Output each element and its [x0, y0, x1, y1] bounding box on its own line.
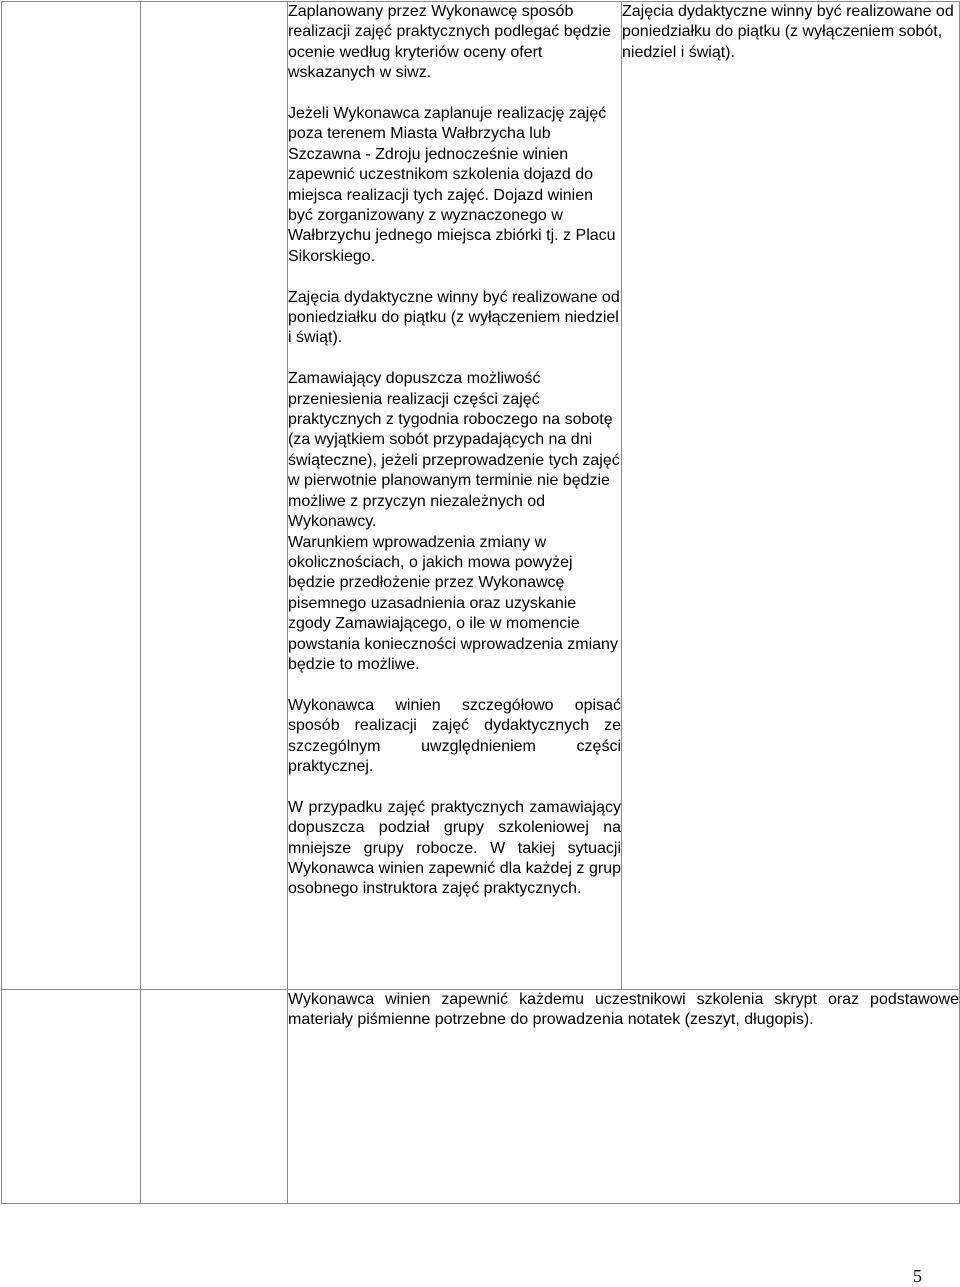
empty-cell-col1: [2, 990, 141, 1204]
paragraph-change-conditions: Warunkiem wprowadzenia zmiany w okolicznościach, o jakich mowa powyżej będzie przedłożenie przez Wykonawcę pisemnego uzasadnienia oraz uzyskanie zgody Zamawiającego, o ile w momencie powstania konieczności wprowadzenia zmiany będzie to możliwe.: [288, 533, 618, 673]
paragraph-schedule-note: Zajęcia dydaktyczne winny być realizowane od poniedziałku do piątku (z wyłączeniem sobót, niedziel i świąt).: [622, 3, 954, 61]
requirements-cell: [288, 2, 622, 990]
paragraph-evaluation: Zaplanowany przez Wykonawcę sposób realizacji zajęć praktycznych podlegać będzie ocenie według kryteriów oceny ofert wskazanych w siwz.: [288, 3, 611, 82]
paragraph-transport: Jeżeli Wykonawca zaplanuje realizację zajęć poza terenem Miasta Wałbrzycha lub Szczawna - Zdroju jednocześnie winien zapewnić uczestnikom szkolenia dojazd do miejsca realizacji tych zajęć. Dojazd winien być zorganizowany z wyznaczonego w Wałbrzychu jednego miejsca zbiórki tj. z Placu Sikorskiego.: [288, 105, 616, 265]
specification-table: [1, 1, 960, 1204]
paragraph-schedule: Zajęcia dydaktyczne winny być realizowane od poniedziałku do piątku (z wyłączeniem niedziel i świąt).: [288, 288, 620, 347]
empty-cell-col1: [2, 2, 141, 990]
empty-cell-col2: [141, 2, 288, 990]
paragraph-description: Wykonawca winien szczegółowo opisać sposób realizacji zajęć dydaktycznych ze szczególnym uwzględnieniem części praktycznej.: [288, 696, 621, 775]
paragraph-groups: W przypadku zajęć praktycznych zamawiający dopuszcza podział grupy szkoleniowej na mniejsze grupy robocze. W takiej sytuacji Wykonawca winien zapewnić dla każdej z grup osobnego instruktora zajęć praktycznych.: [288, 798, 621, 898]
paragraph-materials: Wykonawca winien zapewnić każdemu uczestnikowi szkolenia skrypt oraz podstawowe materiały piśmienne potrzebne do prowadzenia notatek (zeszyt, długopis).: [288, 991, 959, 1029]
table-row: [2, 2, 960, 990]
page-number: 5: [913, 1266, 922, 1286]
empty-cell-col2: [141, 990, 288, 1204]
table-row: [2, 990, 960, 1204]
materials-cell: [288, 990, 960, 1204]
paragraph-saturday: Zamawiający dopuszcza możliwość przeniesienia realizacji części zajęć praktycznych z tygodnia roboczego na sobotę (za wyjątkiem sobót przypadających na dni świąteczne), jeżeli przeprowadzenie tych zajęć w pierwotnie planowanym terminie nie będzie możliwe z przyczyn niezależnych od Wykonawcy.: [288, 370, 620, 531]
notes-cell: [622, 2, 960, 990]
